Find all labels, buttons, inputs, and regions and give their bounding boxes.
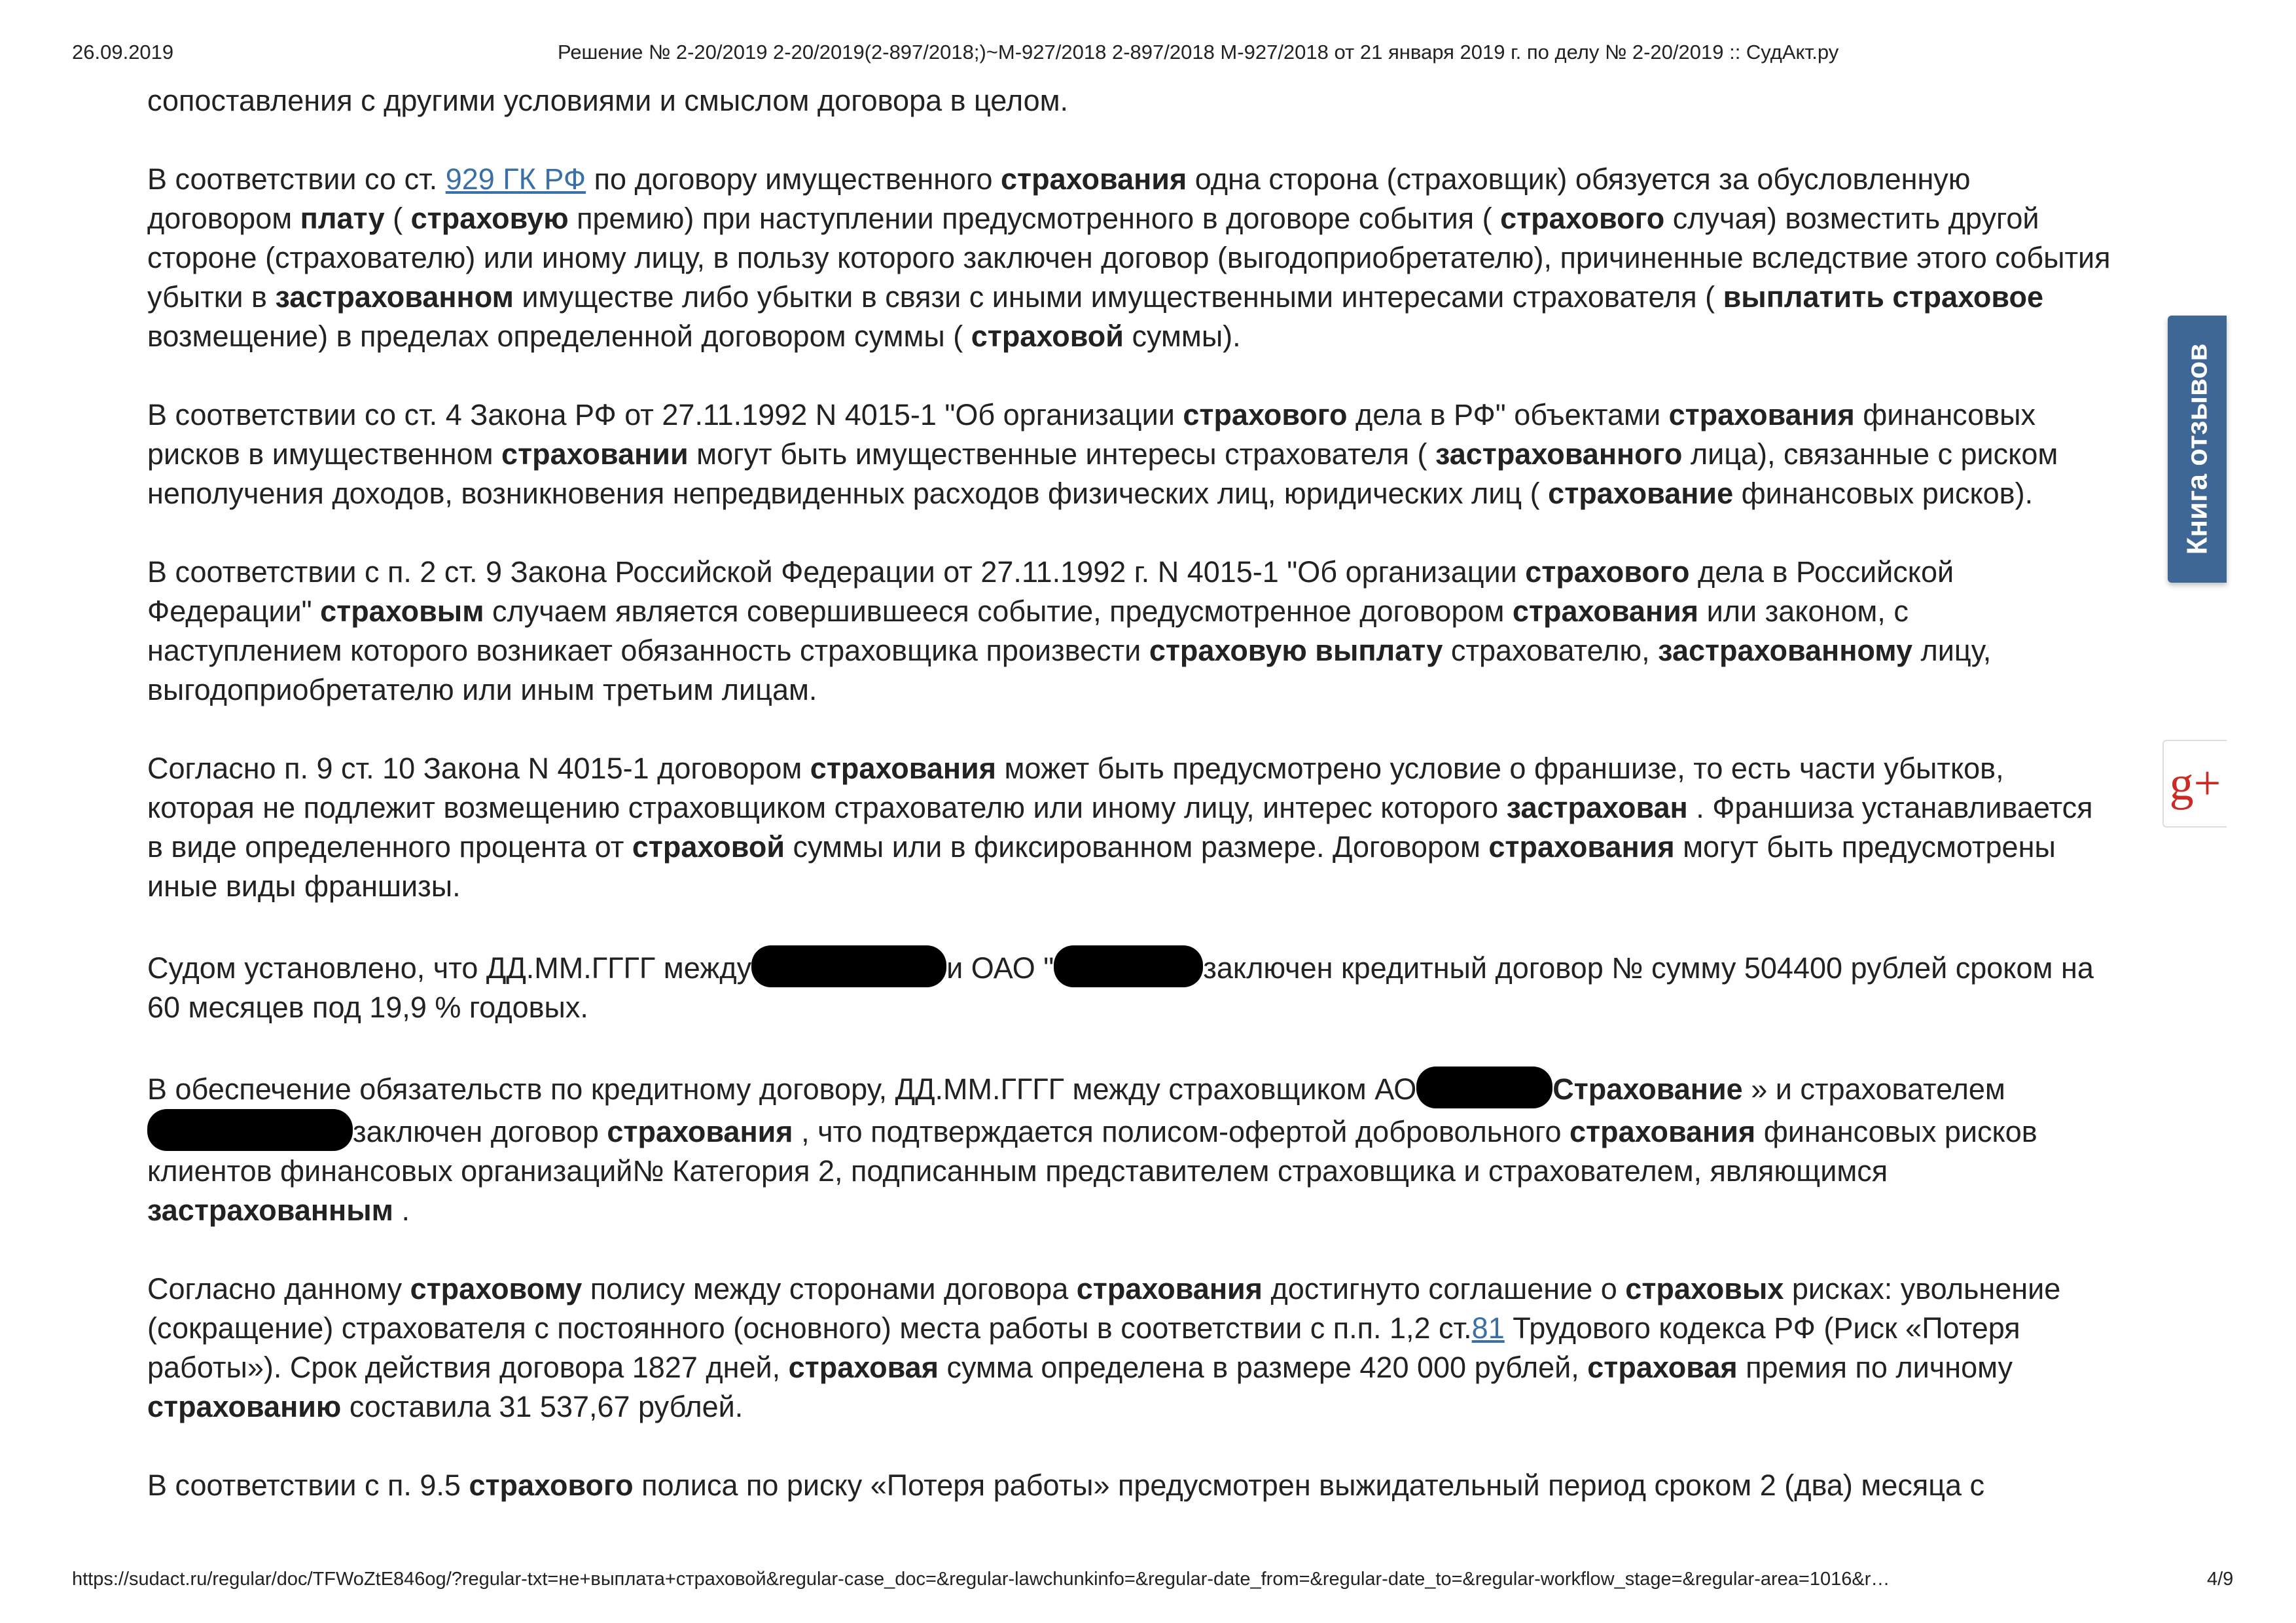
paragraph-6: В обеспечение обязательств по кредитному договору, ДД.ММ.ГГГГ между страховщиком АО Страхование » и страхователемзаключен договор страхования , что подтверждается полисом-офертой добровольного страхования финансовых рисков клиентов финансовых организаций№ Категория 2, подписанным представителем страховщика и страхователем, являющимся застрахованным . [147, 1067, 2111, 1230]
google-plus-icon[interactable] [2162, 740, 2227, 828]
article-81-link[interactable]: 81 [1471, 1311, 1505, 1345]
print-date: 26.09.2019 [72, 41, 174, 64]
feedback-book-button[interactable] [2168, 316, 2227, 583]
redaction-mark [1054, 945, 1203, 987]
paragraph-7: Согласно данному страховому полису между сторонами договора страхования достигнуто соглашение о страховых рисках: увольнение (сокращение) страхователя с постоянного (основного) места работы в соответствии с п.п. 1,2 ст.81 Трудового кодекса РФ (Риск «Потеря работы»). Срок действия договора 1827 дней, страховая сумма определена в размере 420 000 рублей, страховая премия по личному страхованию составила 31 537,67 рублей. [147, 1272, 2061, 1423]
document-body [147, 81, 2111, 1544]
page-url: https://sudact.ru/regular/doc/TFWoZtE846og/?regular-txt=не+выплата+страховой&regular-case_doc=&regular-lawchunkinfo=&regular-date_from=&regular-date_to=&regular-workflow_stage=&regular-area=1016&r… [72, 1569, 1890, 1590]
paragraph-1: В соответствии со ст. 929 ГК РФ по договору имущественного страхования одна сторона (страховщик) обязуется за обусловленную договором плату ( страховую премию) при наступлении предусмотренного в договоре события ( страхового случая) возместить другой стороне (страхователю) или иному лицу, в пользу которого заключен договор (выгодоприобретателю), причиненные вследствие этого события убытки в застрахованном имуществе либо убытки в связи с иными имущественными интересами страхователя ( выплатить страховое возмещение) в пределах определенной договором суммы ( страховой суммы). [147, 162, 2111, 353]
page-number: 4/9 [2207, 1569, 2234, 1590]
paragraph-8: В соответствии с п. 9.5 страхового полиса по риску «Потеря работы» предусмотрен выжидательный период сроком 2 (два) месяца с [147, 1468, 1985, 1502]
page-title: Решение № 2-20/2019 2-20/2019(2-897/2018;)~М-927/2018 2-897/2018 М-927/2018 от 21 января 2019 г. по делу № 2-20/2019 :: СудАкт.ру [558, 41, 1839, 64]
redaction-mark [1416, 1067, 1552, 1108]
paragraph-2: В соответствии со ст. 4 Закона РФ от 27.11.1992 N 4015-1 "Об организации страхового дела в РФ" объектами страхования финансовых рисков в имущественном страховании могут быть имущественные интересы страхователя ( застрахованного лица), связанные с риском неполучения доходов, возникновения непредвиденных расходов физических лиц, юридических лиц ( страхование финансовых рисков). [147, 398, 2058, 510]
redaction-mark [751, 945, 946, 987]
article-929-link[interactable]: 929 ГК РФ [445, 162, 586, 196]
paragraph-3: В соответствии с п. 2 ст. 9 Закона Российской Федерации от 27.11.1992 г. N 4015-1 "Об организации страхового дела в Российской Федерации" страховым случаем является совершившееся событие, предусмотренное договором страхования или законом, с наступлением которого возникает обязанность страховщика произвести страховую выплату страхователю, застрахованному лицу, выгодоприобретателю или иным третьим лицам. [147, 555, 1992, 706]
paragraph-5: Судом установлено, что ДД.ММ.ГГГГ между и ОАО " заключен кредитный договор № сумму 504400 рублей сроком на 60 месяцев под 19,9 % годовых. [147, 945, 2111, 1027]
paragraph-0: сопоставления с другими условиями и смыслом договора в целом. [147, 84, 1069, 117]
google-plus-label: g+ [2169, 756, 2221, 811]
redaction-mark [147, 1109, 353, 1151]
paragraph-4: Согласно п. 9 ст. 10 Закона N 4015-1 договором страхования может быть предусмотрено условие о франшизе, то есть части убытков, которая не подлежит возмещению страховщиком страхователю или иному лицу, интерес которого застрахован . Франшиза устанавливается в виде определенного процента от страховой суммы или в фиксированном размере. Договором страхования могут быть предусмотрены иные виды франшизы. [147, 752, 2093, 903]
feedback-book-label: Книга отзывов [2181, 343, 2213, 555]
